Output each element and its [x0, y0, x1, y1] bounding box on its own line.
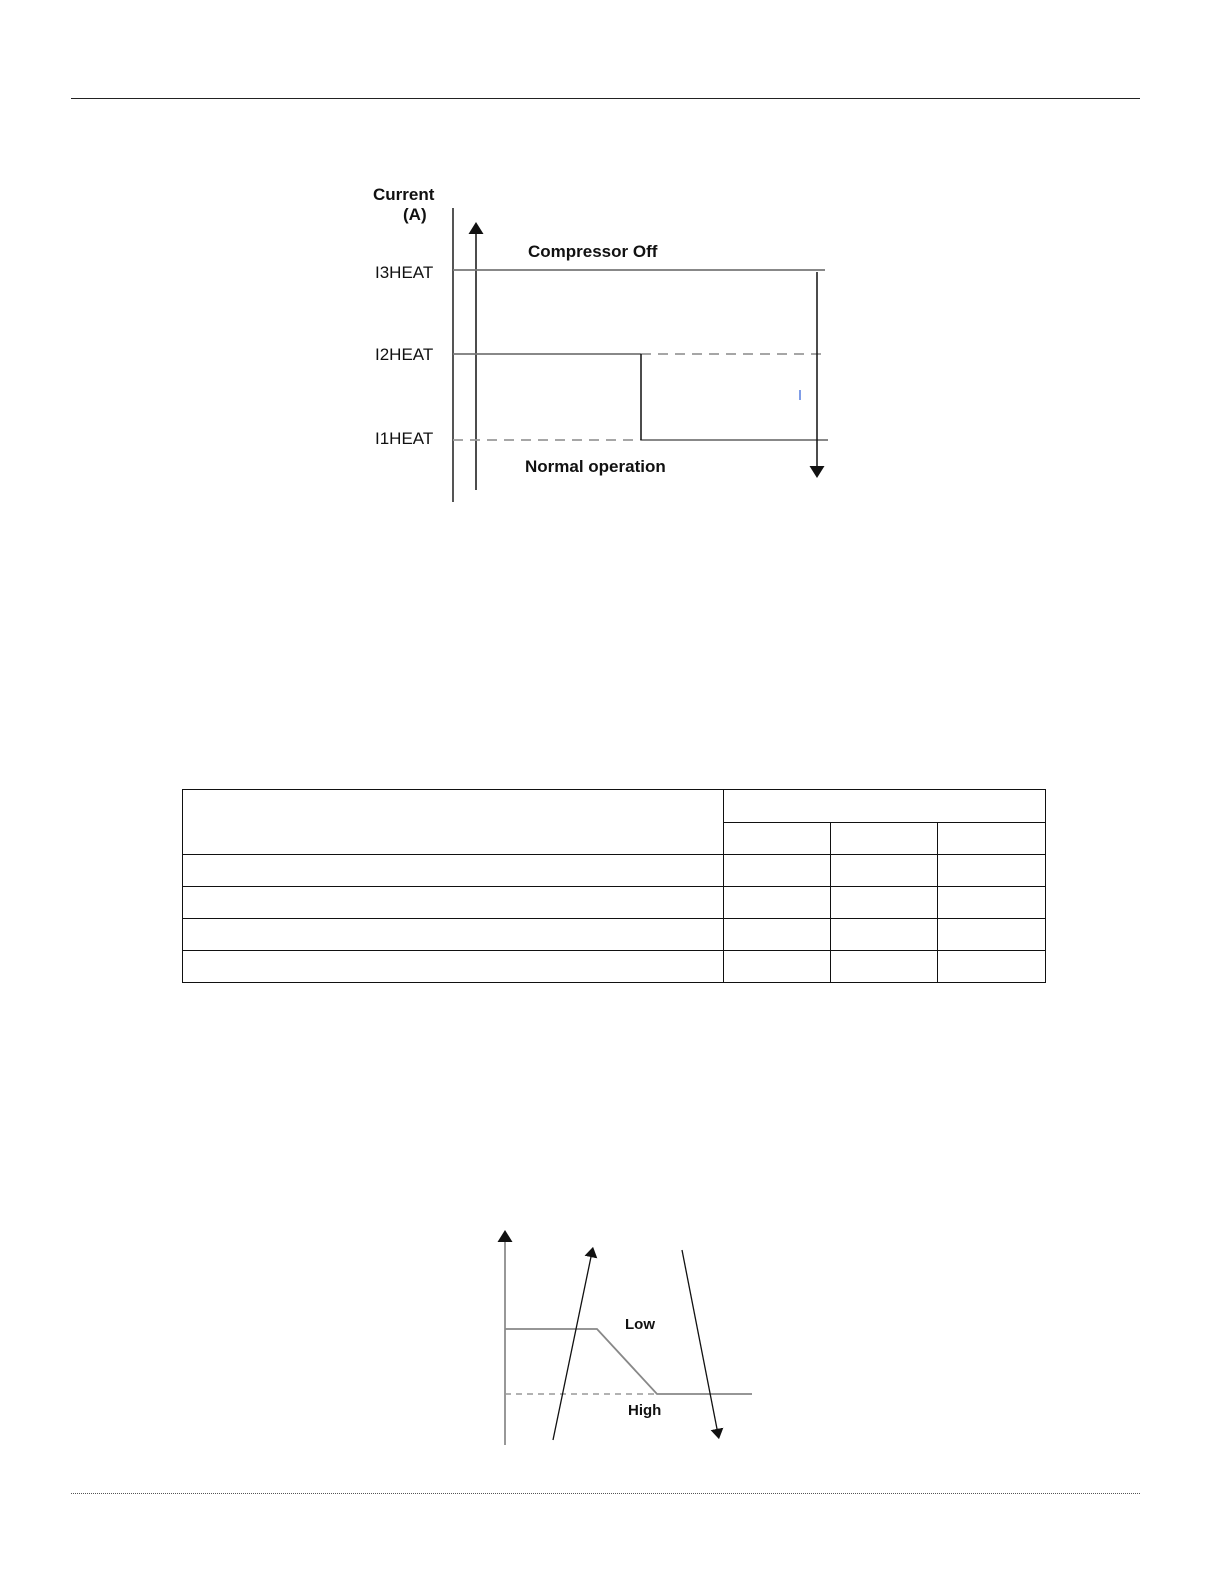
level-label-i1heat: I1HEAT: [375, 429, 434, 448]
table-cell: [724, 919, 831, 951]
fan-rising-arrow: [553, 1252, 592, 1440]
footer-rule: [71, 1493, 1140, 1494]
table-cell: [724, 855, 831, 887]
table-row: [183, 951, 1046, 983]
parameter-table: [182, 789, 1046, 983]
table-row: [183, 887, 1046, 919]
table-row: [183, 855, 1046, 887]
table-cell: [831, 951, 938, 983]
table-subheader: [831, 823, 938, 855]
y-axis-unit: (A): [403, 205, 427, 224]
level-label-i2heat: I2HEAT: [375, 345, 434, 364]
table-cell: [183, 887, 724, 919]
table-row: [183, 919, 1046, 951]
table-cell: [724, 887, 831, 919]
table-cell: [183, 951, 724, 983]
table-cell: [724, 951, 831, 983]
table-cell: [938, 919, 1046, 951]
table-header-description: [183, 790, 724, 855]
table-cell: [831, 887, 938, 919]
zone-label-normal-operation: Normal operation: [525, 457, 666, 476]
table-subheader: [724, 823, 831, 855]
table-cell: [831, 919, 938, 951]
table-cell: [183, 855, 724, 887]
fan-falling-arrow: [682, 1250, 718, 1434]
zone-label-compressor-off: Compressor Off: [528, 242, 658, 261]
fan-label-high: High: [628, 1402, 662, 1419]
y-axis-label: Current: [373, 185, 435, 204]
table-subheader: [938, 823, 1046, 855]
table-cell: [938, 887, 1046, 919]
fan-speed-curve: [505, 1329, 752, 1394]
table-cell: [831, 855, 938, 887]
table-cell: [938, 951, 1046, 983]
level-label-i3heat: I3HEAT: [375, 263, 434, 282]
fan-label-low: Low: [625, 1316, 655, 1333]
table-header-group: [724, 790, 1046, 823]
table-cell: [938, 855, 1046, 887]
fan-speed-diagram: [505, 1236, 752, 1445]
table-cell: [183, 919, 724, 951]
